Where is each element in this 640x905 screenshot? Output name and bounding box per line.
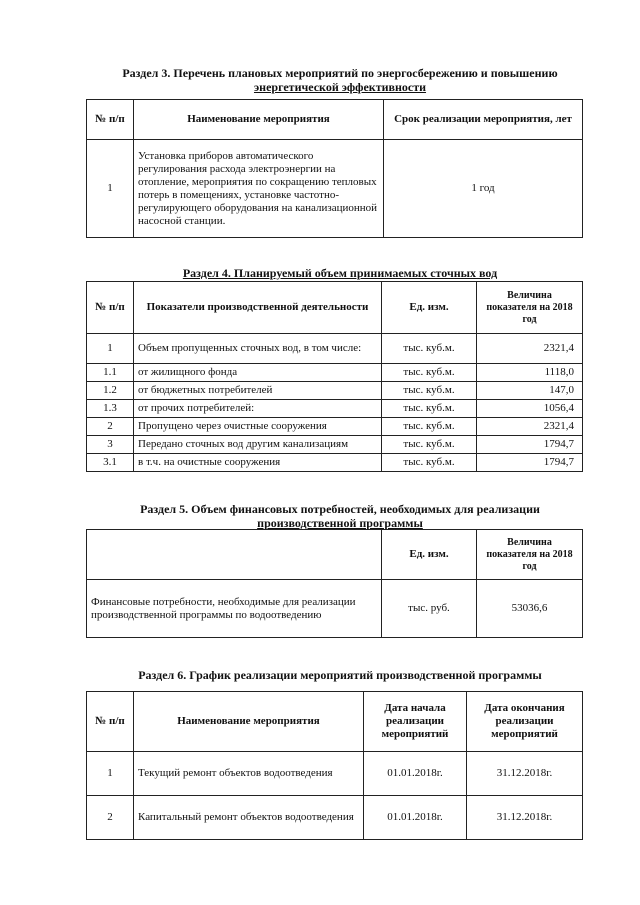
header-empty: [87, 530, 382, 580]
section3-title-line2: энергетической эффективности: [253, 80, 427, 94]
cell-start: 01.01.2018г.: [364, 796, 467, 840]
header-name: Наименование мероприятия: [134, 100, 384, 140]
cell-unit: тыс. куб.м.: [382, 436, 477, 454]
section6-title-text: Раздел 6. График реализации мероприятий производственной программы: [138, 668, 542, 682]
table-row: [87, 752, 583, 796]
table-header-row: [87, 692, 583, 752]
table-row: [87, 454, 583, 472]
cell-unit: тыс. куб.м.: [382, 334, 477, 364]
cell-end: 31.12.2018г.: [467, 752, 583, 796]
cell-start: 01.01.2018г.: [364, 752, 467, 796]
cell-name: от прочих потребителей:: [134, 400, 382, 418]
table-row: [87, 364, 583, 382]
table-row: [87, 334, 583, 364]
header-num: № п/п: [87, 692, 134, 752]
cell-name: Капитальный ремонт объектов водоотведения: [134, 796, 364, 840]
cell-name: Установка приборов автоматического регулирования расхода электроэнергии на отопление, мероприятия по сокращению тепловых потерь в помещениях, установке частотно-регулирующего оборудования на канализационной насосной станции.: [134, 140, 384, 238]
cell-value: 1794,7: [477, 436, 583, 454]
header-num: № п/п: [87, 100, 134, 140]
section6-title: [60, 668, 620, 682]
table-row: [87, 140, 583, 238]
header-indicator: Показатели производственной деятельности: [134, 282, 382, 334]
section5-table: [86, 529, 583, 638]
cell-name: Текущий ремонт объектов водоотведения: [134, 752, 364, 796]
cell-num: 1: [87, 140, 134, 238]
cell-unit: тыс. куб.м.: [382, 418, 477, 436]
header-unit: Ед. изм.: [382, 282, 477, 334]
table-row: [87, 796, 583, 840]
cell-name: в т.ч. на очистные сооружения: [134, 454, 382, 472]
table-header-row: [87, 530, 583, 580]
header-value: Величина показателя на 2018 год: [477, 530, 583, 580]
cell-name: от жилищного фонда: [134, 364, 382, 382]
table-row: [87, 436, 583, 454]
table-header-row: [87, 100, 583, 140]
section4-table: [86, 281, 583, 472]
cell-name: Финансовые потребности, необходимые для реализации производственной программы по водоотведению: [87, 580, 382, 638]
cell-unit: тыс. куб.м.: [382, 382, 477, 400]
section6-table: [86, 691, 583, 840]
table-row: [87, 382, 583, 400]
section4-title: [60, 266, 620, 280]
cell-name: от бюджетных потребителей: [134, 382, 382, 400]
header-value: Величина показателя на 2018 год: [477, 282, 583, 334]
header-end: Дата окончания реализации мероприятий: [467, 692, 583, 752]
header-name: Наименование мероприятия: [134, 692, 364, 752]
section3-title: [60, 66, 620, 94]
cell-value: 1794,7: [477, 454, 583, 472]
header-start: Дата начала реализации мероприятий: [364, 692, 467, 752]
header-unit: Ед. изм.: [382, 530, 477, 580]
cell-value: 2321,4: [477, 334, 583, 364]
cell-value: 147,0: [477, 382, 583, 400]
cell-num: 1.1: [87, 364, 134, 382]
cell-num: 3: [87, 436, 134, 454]
table-row: [87, 580, 583, 638]
cell-value: 2321,4: [477, 418, 583, 436]
section5-title: [60, 502, 620, 530]
cell-end: 31.12.2018г.: [467, 796, 583, 840]
cell-value: 53036,6: [477, 580, 583, 638]
table-row: [87, 400, 583, 418]
cell-unit: тыс. куб.м.: [382, 400, 477, 418]
cell-name: Пропущено через очистные сооружения: [134, 418, 382, 436]
header-num: № п/п: [87, 282, 134, 334]
cell-num: 2: [87, 418, 134, 436]
cell-name: Объем пропущенных сточных вод, в том числе:: [134, 334, 382, 364]
cell-num: 3.1: [87, 454, 134, 472]
cell-value: 1118,0: [477, 364, 583, 382]
section5-title-line1: Раздел 5. Объем финансовых потребностей, необходимых для реализации: [140, 502, 540, 516]
table-row: [87, 418, 583, 436]
header-term: Срок реализации мероприятия, лет: [384, 100, 583, 140]
cell-value: 1056,4: [477, 400, 583, 418]
section3-title-line1: Раздел 3. Перечень плановых мероприятий по энергосбережению и повышению: [122, 66, 558, 80]
cell-unit: тыс. руб.: [382, 580, 477, 638]
section3-table: [86, 99, 583, 238]
cell-num: 1: [87, 752, 134, 796]
cell-name: Передано сточных вод другим канализациям: [134, 436, 382, 454]
cell-num: 1: [87, 334, 134, 364]
cell-unit: тыс. куб.м.: [382, 364, 477, 382]
section5-title-line2: производственной программы: [257, 516, 423, 530]
table-header-row: [87, 282, 583, 334]
cell-num: 1.2: [87, 382, 134, 400]
cell-unit: тыс. куб.м.: [382, 454, 477, 472]
cell-term: 1 год: [384, 140, 583, 238]
cell-num: 2: [87, 796, 134, 840]
cell-num: 1.3: [87, 400, 134, 418]
section4-title-text: Раздел 4. Планируемый объем принимаемых сточных вод: [182, 266, 498, 280]
